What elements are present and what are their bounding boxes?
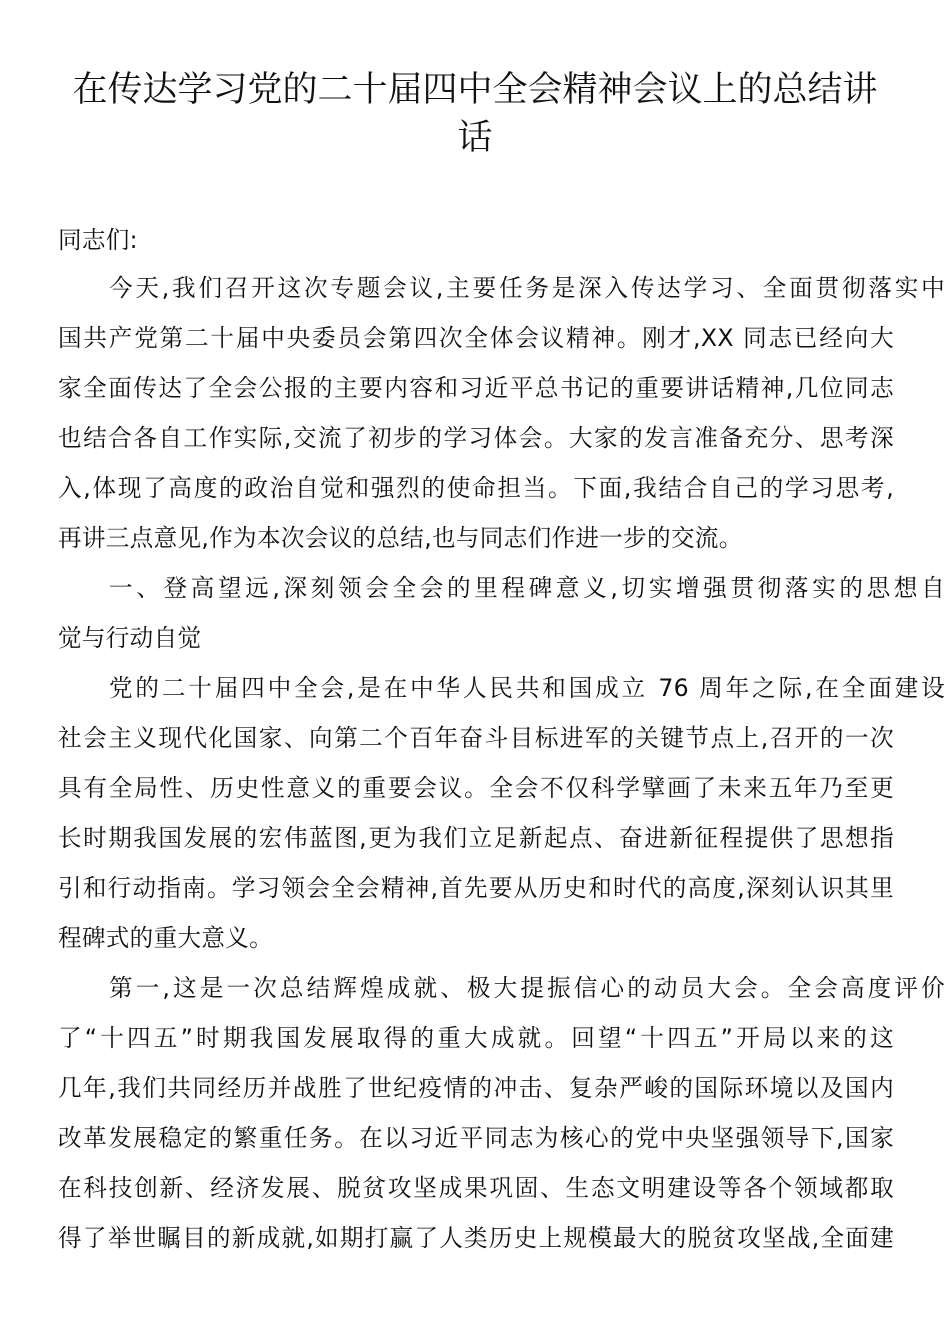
body-line: 也结合各自工作实际,交流了初步的学习体会。大家的发言准备充分、思考深 [58,424,894,452]
body-line: 程碑式的重大意义。 [58,924,274,952]
body-line: 党的二十届四中全会,是在中华人民共和国成立 76 周年之际,在全面建设 [109,674,945,702]
body-line: 长时期我国发展的宏伟蓝图,更为我们立足新起点、奋进新征程提供了思想指 [58,824,894,852]
body-line: 家全面传达了全会公报的主要内容和习近平总书记的重要讲话精神,几位同志 [58,374,894,402]
body-line: 国共产党第二十届中央委员会第四次全体会议精神。刚才,XX 同志已经向大 [58,324,894,352]
body-line: 第一,这是一次总结辉煌成就、极大提振信心的动员大会。全会高度评价 [109,974,945,1002]
body-line: 几年,我们共同经历并战胜了世纪疫情的冲击、复杂严峻的国际环境以及国内 [58,1074,894,1102]
body-line: 再讲三点意见,作为本次会议的总结,也与同志们作进一步的交流。 [58,524,743,552]
section-heading-line: 一、登高望远,深刻领会全会的里程碑意义,切实增强贯彻落实的思想自 [109,574,945,602]
body-line: 入,体现了高度的政治自觉和强烈的使命担当。下面,我结合自己的学习思考, [58,474,894,502]
body-line: 今天,我们召开这次专题会议,主要任务是深入传达学习、全面贯彻落实中 [109,274,945,302]
section-heading-line: 觉与行动自觉 [58,624,202,652]
body-line: 改革发展稳定的繁重任务。在以习近平同志为核心的党中央坚强领导下,国家 [58,1124,894,1152]
document-title-line-2: 话 [457,118,493,158]
salutation: 同志们: [58,226,138,254]
document-title-line-1: 在传达学习党的二十届四中全会精神会议上的总结讲 [72,70,878,110]
body-line: 了“十四五”时期我国发展取得的重大成就。回望“十四五”开局以来的这 [58,1024,894,1052]
body-line: 得了举世瞩目的新成就,如期打赢了人类历史上规模最大的脱贫攻坚战,全面建 [58,1224,894,1252]
body-line: 引和行动指南。学习领会全会精神,首先要从历史和时代的高度,深刻认识其里 [58,874,894,902]
body-line: 在科技创新、经济发展、脱贫攻坚成果巩固、生态文明建设等各个领域都取 [58,1174,894,1202]
body-line: 具有全局性、历史性意义的重要会议。全会不仅科学擘画了未来五年乃至更 [58,774,894,802]
body-line: 社会主义现代化国家、向第二个百年奋斗目标进军的关键节点上,召开的一次 [58,724,894,752]
